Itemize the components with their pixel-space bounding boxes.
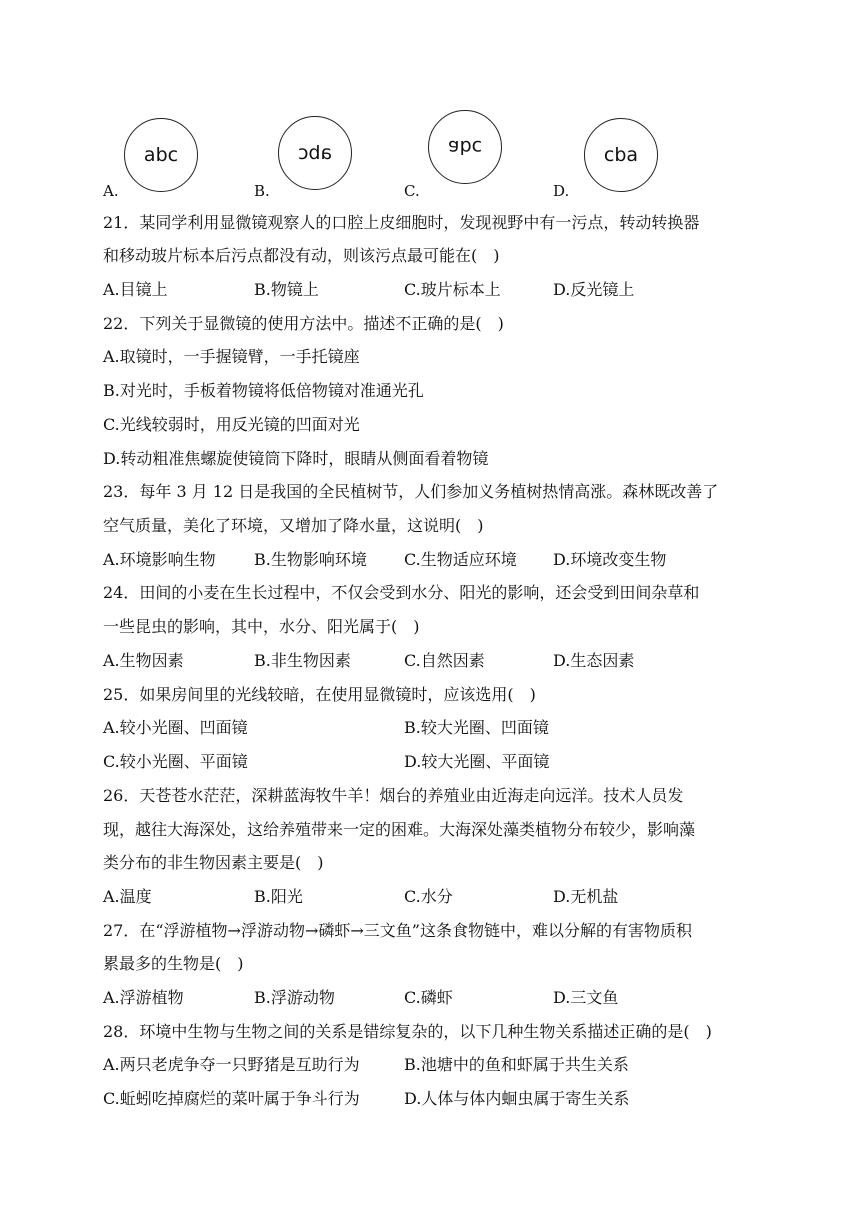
question-23-option-a: A.环境影响生物 (103, 550, 216, 569)
question-26-line-2: 现，越往大海深处，这给养殖带来一定的困难。大海深处藻类植物分布较少，影响藻 (103, 820, 696, 839)
question-21-option-a: A.目镜上 (103, 280, 168, 299)
option-image-c (428, 110, 502, 184)
question-26-option-d: D.无机盐 (553, 887, 619, 906)
question-28-option-a: A.两只老虎争夺一只野猪是互助行为 (103, 1055, 360, 1074)
question-23-option-c: C.生物适应环境 (404, 550, 517, 569)
question-27-line-2: 累最多的生物是( ) (103, 954, 244, 973)
question-22-option-c: C.光线较弱时，用反光镜的凹面对光 (103, 415, 360, 434)
question-25-option-d: D.较大光圈、平面镜 (404, 752, 550, 771)
option-letter-d: D. (553, 182, 570, 200)
question-24-line-1: 24．田间的小麦在生长过程中，不仅会受到水分、阳光的影响，还会受到田间杂草和 (103, 583, 700, 602)
question-25-option-a: A.较小光圈、凹面镜 (103, 718, 248, 737)
question-21-option-b: B.物镜上 (254, 280, 319, 299)
question-21-line-2: 和移动玻片标本后污点都没有动，则该污点最可能在( ) (103, 246, 500, 265)
question-24-option-d: D.生态因素 (553, 651, 635, 670)
question-23-option-b: B.生物影响环境 (254, 550, 367, 569)
question-25-option-c: C.较小光圈、平面镜 (103, 752, 248, 771)
option-letter-b: B. (254, 182, 270, 200)
image-text-d: cba (603, 144, 639, 166)
question-24-option-b: B.非生物因素 (254, 651, 351, 670)
question-26-line-3: 类分布的非生物因素主要是( ) (103, 853, 324, 872)
question-21-option-c: C.玻片标本上 (404, 280, 501, 299)
question-23-line-1: 23．每年 3 月 12 日是我国的全民植树节，人们参加义务植树热情高涨。森林既改善了 (103, 482, 719, 501)
option-letter-c: C. (404, 182, 420, 200)
option-image-d (584, 118, 658, 192)
question-28-option-c: C.蚯蚓吃掉腐烂的菜叶属于争斗行为 (103, 1089, 360, 1108)
question-27-option-a: A.浮游植物 (103, 988, 184, 1007)
question-24-option-a: A.生物因素 (103, 651, 184, 670)
question-28-option-b: B.池塘中的鱼和虾属于共生关系 (404, 1055, 629, 1074)
question-25-line-1: 25．如果房间里的光线较暗，在使用显微镜时，应该选用( ) (103, 685, 536, 704)
question-28-option-d: D.人体与体内蛔虫属于寄生关系 (404, 1089, 630, 1108)
question-27-line-1: 27．在“浮游植物→浮游动物→磷虾→三文鱼”这条食物链中，难以分解的有害物质积 (103, 921, 692, 940)
question-22-option-b: B.对光时，手板着物镜将低倍物镜对准通光孔 (103, 381, 424, 400)
question-24-line-2: 一些昆虫的影响，其中，水分、阳光属于( ) (103, 617, 420, 636)
question-21-option-d: D.反光镜上 (553, 280, 635, 299)
option-letter-a: A. (103, 182, 119, 200)
question-26-option-b: B.阳光 (254, 887, 303, 906)
question-28-line-1: 28．环境中生物与生物之间的关系是错综复杂的，以下几种生物关系描述正确的是( ) (103, 1022, 712, 1041)
question-24-option-c: C.自然因素 (404, 651, 485, 670)
image-text-a: abc (143, 144, 179, 166)
image-text-b: abc (297, 142, 333, 164)
question-23-option-d: D.环境改变生物 (553, 550, 667, 569)
question-27-option-c: C.磷虾 (404, 988, 453, 1007)
image-text-c: abc (447, 136, 483, 158)
option-image-a (124, 118, 198, 192)
question-21-line-1: 21．某同学利用显微镜观察人的口腔上皮细胞时，发现视野中有一污点，转动转换器 (103, 213, 700, 232)
question-26-line-1: 26．天苍苍水茫茫，深耕蓝海牧牛羊！烟台的养殖业由近海走向远洋。技术人员发 (103, 786, 684, 805)
question-22-line-1: 22．下列关于显微镜的使用方法中。描述不正确的是( ) (103, 314, 504, 333)
question-27-option-b: B.浮游动物 (254, 988, 335, 1007)
option-image-b (278, 116, 352, 190)
question-25-option-b: B.较大光圈、凹面镜 (404, 718, 549, 737)
question-22-option-a: A.取镜时，一手握镜臂，一手托镜座 (103, 347, 360, 366)
question-26-option-a: A.温度 (103, 887, 152, 906)
question-27-option-d: D.三文鱼 (553, 988, 619, 1007)
question-26-option-c: C.水分 (404, 887, 453, 906)
question-22-option-d: D.转动粗准焦螺旋使镜筒下降时，眼睛从侧面看着物镜 (103, 449, 489, 468)
question-23-line-2: 空气质量，美化了环境，又增加了降水量，这说明( ) (103, 516, 484, 535)
